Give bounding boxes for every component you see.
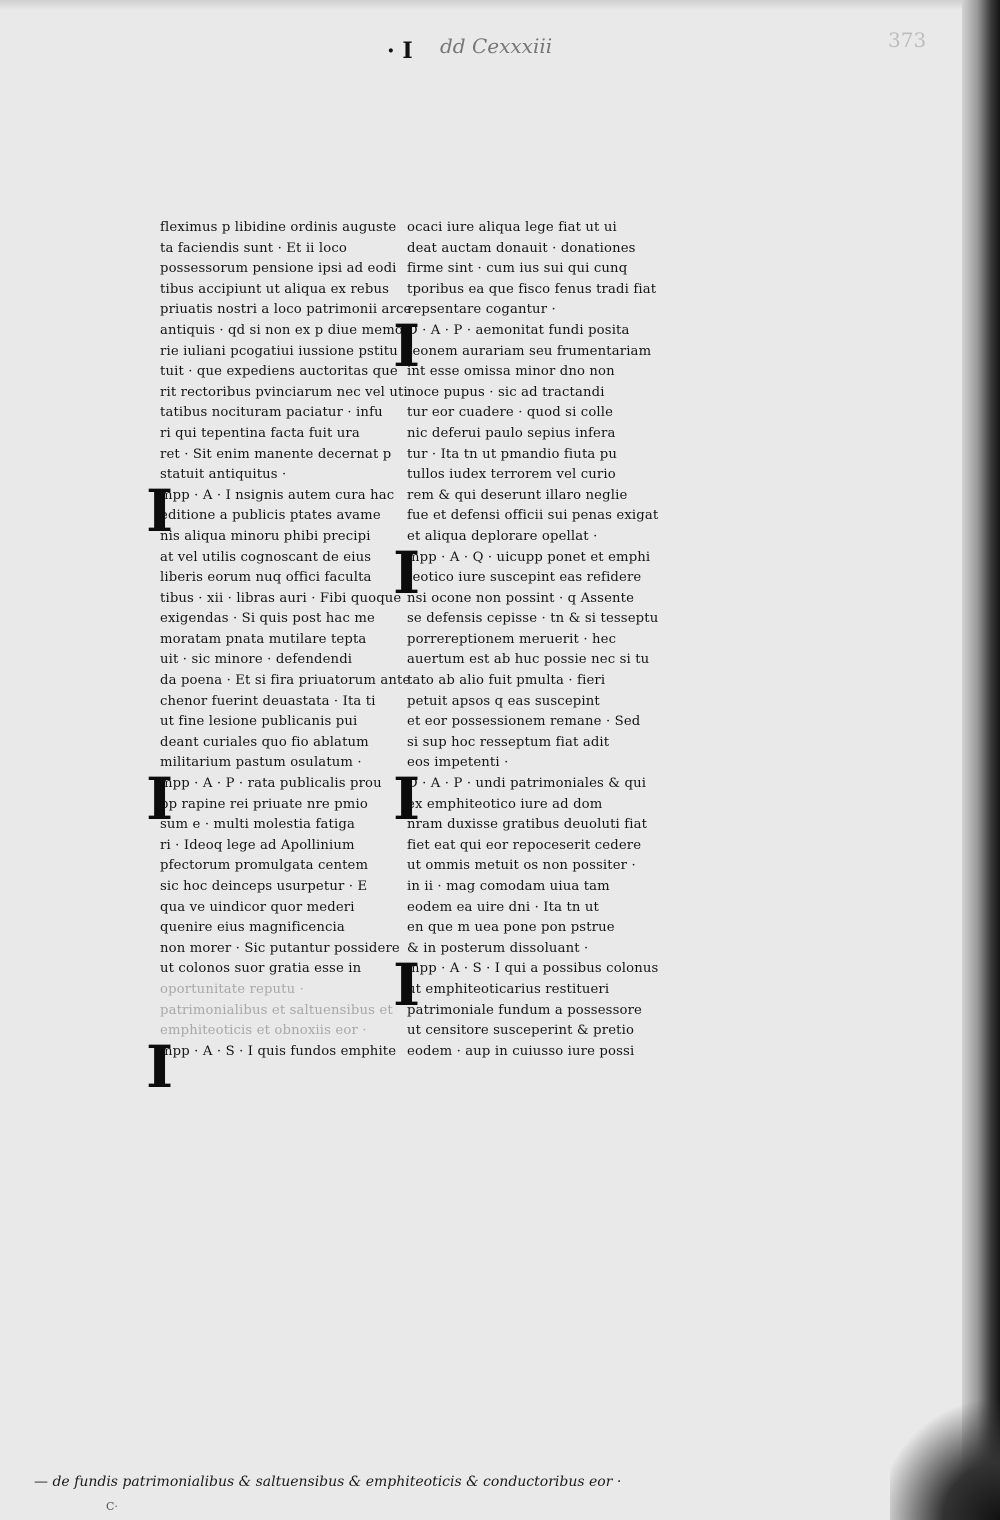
page-top-edge	[0, 0, 1000, 10]
text-line: teonem aurariam seu frumentariam	[407, 343, 652, 359]
text-line: quenire eius magnificencia	[160, 920, 345, 936]
text-line: ut fine lesione publicanis pui	[160, 714, 358, 730]
text-line: nic deferui paulo sepius infera	[407, 425, 616, 441]
text-line: tibus accipiunt ut aliqua ex rebus	[160, 281, 390, 297]
decorated-initial-I: I	[393, 765, 421, 834]
text-line: exigendas · Si quis post hac me	[160, 611, 375, 627]
text-line: tibus · xii · libras auri · Fibi quoque	[160, 590, 402, 606]
text-line: ri qui tepentina facta fuit ura	[160, 425, 360, 441]
right-text-column	[393, 218, 659, 1062]
text-line: eodem · aup in cuiusso iure possi	[407, 1043, 635, 1059]
footer-sub-mark: C·	[106, 1500, 118, 1513]
text-line: se defensis cepisse · tn & si tesseptu	[407, 611, 659, 627]
text-line: et eor possessionem remane · Sed	[407, 714, 641, 730]
decorated-initial-I: I	[393, 950, 421, 1019]
text-line: repsentare cogantur ·	[407, 302, 556, 318]
text-line: fue et defensi officii sui penas exigat	[407, 508, 659, 524]
decorated-initial-I: I	[146, 765, 174, 834]
text-line: fleximus p libidine ordinis auguste	[160, 220, 397, 235]
text-line: pfectorum promulgata centem	[160, 858, 369, 874]
text-line: eodem ea uire dni · Ita tn ut	[407, 899, 599, 915]
footer-marginal-note: — de fundis patrimonialibus & saltuensibus & emphiteoticis & conductoribus eor ·	[34, 1474, 622, 1490]
text-line: pp rapine rei priuate nre pmio	[160, 796, 368, 812]
decorated-initial-I: I	[146, 1033, 174, 1101]
text-line: rit rectoribus pvinciarum nec vel uti	[160, 384, 408, 400]
rubric-line: mpp · A · P · rata publicalis prou	[160, 776, 382, 792]
text-line: chenor fuerint deuastata · Ita ti	[160, 693, 376, 709]
text-line: uit · sic minore · defendendi	[160, 652, 353, 668]
rubric-line: D · A · P · aemonitat fundi posita	[407, 322, 630, 338]
text-line: nis aliqua minoru phibi precipi	[160, 528, 371, 544]
text-line: deant curiales quo fio ablatum	[160, 734, 369, 750]
text-line: int esse omissa minor dno non	[407, 364, 615, 380]
text-line: si sup hoc resseptum fiat adit	[407, 734, 610, 750]
text-line: statuit antiquitus ·	[160, 467, 287, 483]
text-line: rie iuliani pcogatiui iussione pstitu	[160, 343, 398, 359]
text-line: tuit · que expediens auctoritas que	[160, 364, 398, 380]
text-line: nsi ocone non possint · q Assente	[407, 590, 635, 606]
text-line: ta faciendis sunt · Et ii loco	[160, 240, 347, 256]
page-corner-shadow	[890, 1400, 1000, 1520]
rubric-line: mpp · A · S · I qui a possibus colonus	[407, 961, 659, 977]
text-line: liberis eorum nuq offici faculta	[160, 570, 372, 586]
text-line: sic hoc deinceps usurpetur · E	[160, 879, 368, 894]
text-line: at vel utilis cognoscant de eius	[160, 549, 372, 565]
text-line: da poena · Et si fira priuatorum ante	[160, 673, 411, 689]
text-line: possessorum pensione ipsi ad eodi	[160, 261, 397, 277]
decorated-initial-I: I	[393, 312, 421, 380]
text-line: sum e · multi molestia fatiga	[160, 817, 355, 833]
text-line: militarium pastum osulatum ·	[160, 755, 362, 771]
rubric-line: D · A · P · undi patrimoniales & qui	[407, 776, 647, 792]
text-line: editione a publicis ptates avame	[160, 508, 381, 524]
text-line: nram duxisse gratibus deuoluti fiat	[407, 817, 648, 833]
text-line: rem & qui deserunt illaro neglie	[407, 487, 628, 503]
text-line: ut ommis metuit os non possiter ·	[407, 858, 636, 874]
text-line: antiquis · qd si non ex p diue memo	[160, 322, 403, 338]
left-text-column	[146, 218, 412, 1101]
rubric-line: mpp · A · S · I quis fundos emphite	[160, 1043, 397, 1059]
text-line: eos impetenti ·	[407, 755, 509, 771]
decorated-initial-I: I	[146, 476, 174, 545]
text-line: non morer · Sic putantur possidere	[160, 940, 400, 956]
text-line: & in posterum dissoluant ·	[407, 940, 589, 956]
text-line: ocaci iure aliqua lege fiat ut ui	[407, 220, 617, 235]
text-line: auertum est ab huc possie nec si tu	[407, 652, 650, 668]
text-line: patrimonialibus et saltuensibus et	[160, 1002, 393, 1018]
text-line: in ii · mag comodam uiua tam	[407, 879, 610, 894]
header-mark: · I	[387, 38, 413, 64]
text-line: qua ve uindicor quor mederi	[160, 899, 355, 915]
text-line: teotico iure suscepint eas refidere	[407, 570, 642, 586]
text-line: noce pupus · sic ad tractandi	[407, 384, 605, 400]
text-line: tato ab alio fuit pmulta · fieri	[407, 673, 606, 689]
text-line: porrereptionem meruerit · hec	[407, 631, 617, 647]
text-line: emphiteoticis et obnoxiis eor ·	[160, 1023, 367, 1039]
text-line: et aliqua deplorare opellat ·	[407, 528, 598, 544]
text-line: tatibus nocituram paciatur · infu	[160, 405, 383, 421]
text-line: ut colonos suor gratia esse in	[160, 961, 362, 977]
rubric-line: mpp · A · Q · uicupp ponet et emphi	[407, 549, 651, 565]
text-line: tur eor cuadere · quod si colle	[407, 405, 614, 421]
text-line: tporibus ea que fisco fenus tradi fiat	[407, 281, 657, 297]
text-line: priuatis nostri a loco patrimonii arce	[160, 302, 412, 318]
decorated-initial-I: I	[393, 538, 421, 607]
folio-number: 373	[888, 28, 927, 52]
text-line: firme sint · cum ius sui qui cunq	[407, 261, 628, 277]
text-line: ut emphiteoticarius restitueri	[407, 981, 610, 997]
text-line: deat auctam donauit · donationes	[407, 240, 636, 256]
header-marginal-note: dd Cexxxiii	[440, 34, 553, 58]
text-line: oportunitate reputu ·	[160, 981, 304, 997]
text-line: tullos iudex terrorem vel curio	[407, 467, 616, 483]
text-line: petuit apsos q eas suscepint	[407, 693, 600, 709]
text-line: ri · Ideoq lege ad Apollinium	[160, 837, 355, 853]
rubric-line: mpp · A · I nsignis autem cura hac	[160, 487, 395, 503]
text-line: ut censitore susceperint & pretio	[407, 1023, 635, 1039]
text-line: ret · Sit enim manente decernat p	[160, 446, 392, 462]
text-line: patrimoniale fundum a possessore	[407, 1002, 643, 1018]
text-line: ex emphiteotico iure ad dom	[407, 796, 603, 812]
text-line: tur · Ita tn ut pmandio fiuta pu	[407, 446, 617, 462]
binding-spine	[962, 0, 1000, 1520]
text-line: moratam pnata mutilare tepta	[160, 631, 367, 647]
text-line: fiet eat qui eor repoceserit cedere	[407, 837, 642, 853]
text-line: en que m uea pone pon pstrue	[407, 920, 615, 936]
